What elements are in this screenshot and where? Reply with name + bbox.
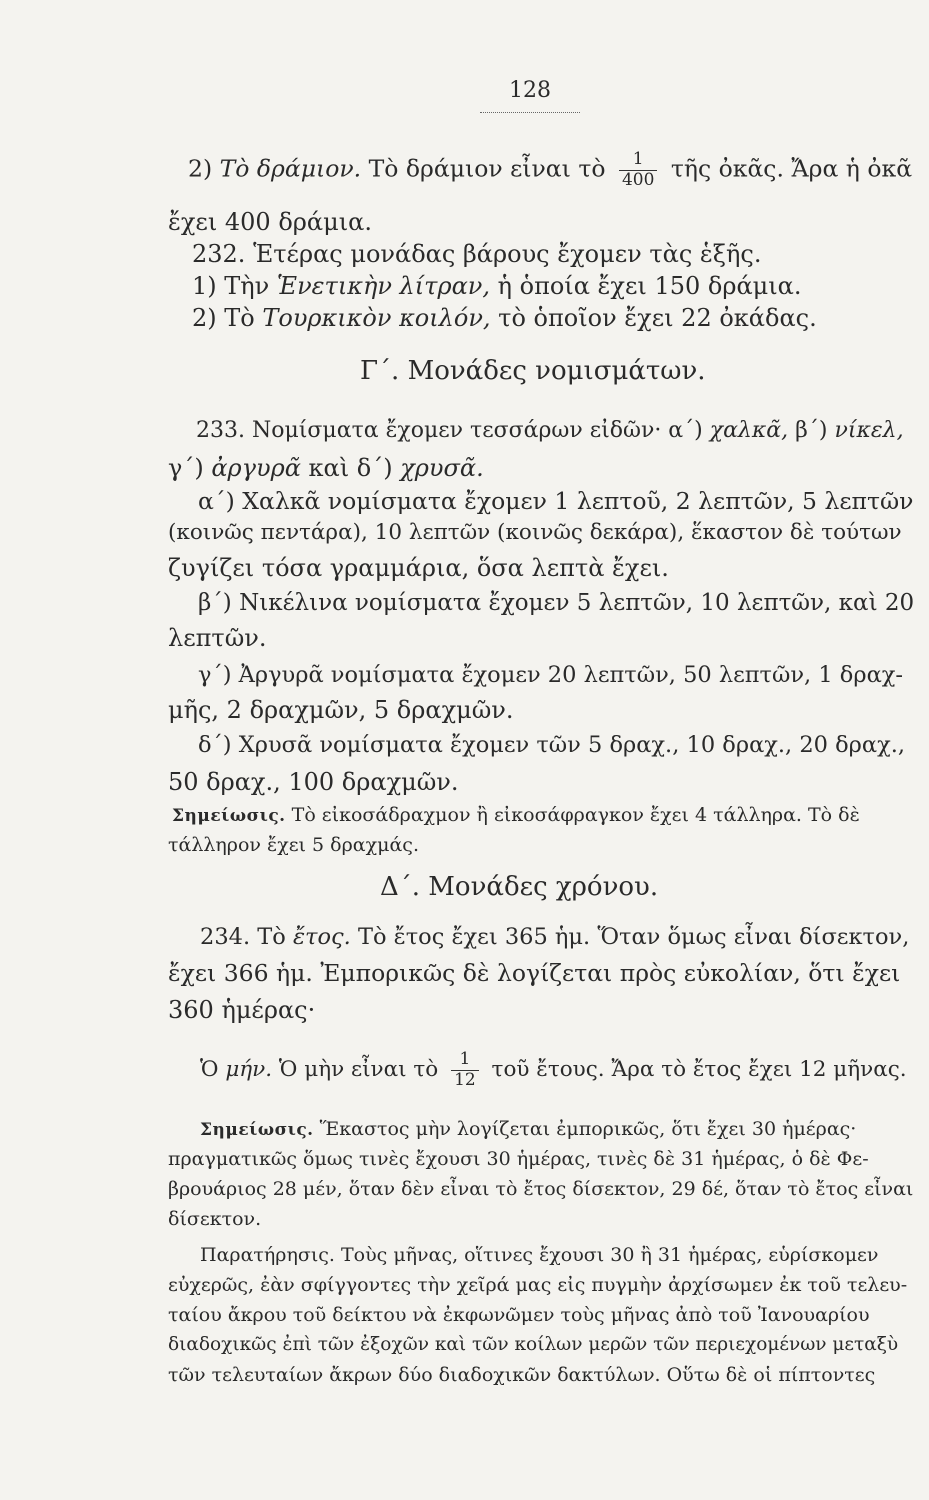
text-line: γ΄) ἀργυρᾶ καὶ δ΄) χρυσᾶ.	[168, 454, 484, 482]
text-line: β΄) Νικέλινα νομίσματα ἔχομεν 5 λεπτῶν, 10 λεπτῶν, καὶ 20	[198, 590, 915, 616]
note-line: τάλληρον ἔχει 5 δραχμάς.	[168, 834, 419, 856]
note-line: ταίου ἄκρου τοῦ δείκτου νὰ ἐκφωνῶμεν τοὺς μῆνας ἀπὸ τοῦ Ἰανουαρίου	[168, 1304, 870, 1326]
note-line: Σημείωσις. Ἕκαστος μὴν λογίζεται ἐμπορικῶς, ὅτι ἔχει 30 ἡμέρας·	[200, 1118, 857, 1140]
note-line: εὐχερῶς, ἐὰν σφίγγοντες τὴν χεῖρά μας εἰς πυγμὴν ἀρχίσωμεν ἐκ τοῦ τελευ-	[168, 1274, 908, 1296]
section-heading: Δ΄. Μονάδες χρόνου.	[380, 872, 659, 902]
note-line: Σημείωσις. Τὸ εἰκοσάδραχμον ἢ εἰκοσάφραγκον ἔχει 4 τάλληρα. Τὸ δὲ	[172, 804, 860, 826]
note-line: Παρατήρησις. Τοὺς μῆνας, οἵτινες ἔχουσι 30 ἢ 31 ἡμέρας, εὑρίσκομεν	[200, 1244, 879, 1266]
page-number-rule	[480, 112, 580, 113]
text-line: ζυγίζει τόσα γραμμάρια, ὅσα λεπτὰ ἔχει.	[168, 554, 669, 582]
note-line: βρουάριος 28 μέν, ὅταν δὲν εἶναι τὸ ἔτος δίσεκτον, 29 δέ, ὅταν τὸ ἔτος εἶναι	[168, 1178, 914, 1200]
text-line: 360 ἡμέρας·	[168, 996, 316, 1024]
text-line: 2) Τὸ δράμιον. Τὸ δράμιον εἶναι τὸ $\frac{1}{400}$ τῆς ὀκᾶς. Ἄρα ἡ ὀκᾶ	[188, 149, 913, 190]
text-line: γ΄) Ἀργυρᾶ νομίσματα ἔχομεν 20 λεπτῶν, 50 λεπτῶν, 1 δραχ-	[198, 662, 904, 688]
page-number: 128	[509, 78, 551, 103]
text-line: ἔχει 366 ἡμ. Ἐμπορικῶς δὲ λογίζεται πρὸς εὐκολίαν, ὅτι ἔχει	[168, 959, 901, 987]
fraction: $\frac{1}{400}$	[619, 150, 657, 190]
note-line: πραγματικῶς ὅμως τινὲς ἔχουσι 30 ἡμέρας, τινὲς δὲ 31 ἡμέρας, ὁ δὲ Φε-	[168, 1148, 869, 1170]
text-line: 232. Ἑτέρας μονάδας βάρους ἔχομεν τὰς ἑξῆς.	[192, 240, 762, 268]
note-line: διαδοχικῶς ἐπὶ τῶν ἐξοχῶν καὶ τῶν κοίλων μερῶν τῶν περιεχομένων μεταξὺ	[168, 1334, 899, 1355]
text-line: Ὁ μήν. Ὁ μὴν εἶναι τὸ $\frac{1}{12}$ τοῦ ἔτους. Ἄρα τὸ ἔτος ἔχει 12 μῆνας.	[200, 1049, 907, 1090]
text-line: ἔχει 400 δράμια.	[168, 208, 372, 236]
text-line: 233. Νομίσματα ἔχομεν τεσσάρων εἰδῶν· α΄) χαλκᾶ, β΄) νίκελ,	[196, 418, 904, 443]
note-line: τῶν τελευταίων ἄκρων δύο διαδοχικῶν δακτύλων. Οὕτω δὲ οἱ πίπτοντες	[168, 1364, 876, 1386]
text-line: 234. Τὸ ἔτος. Τὸ ἔτος ἔχει 365 ἡμ. Ὅταν ὅμως εἶναι δίσεκτον,	[200, 924, 910, 950]
text-line: (κοινῶς πεντάρα), 10 λεπτῶν (κοινῶς δεκάρα), ἕκαστον δὲ τούτων	[168, 520, 902, 545]
fraction: $\frac{1}{12}$	[451, 1050, 479, 1090]
text-line: α΄) Χαλκᾶ νομίσματα ἔχομεν 1 λεπτοῦ, 2 λεπτῶν, 5 λεπτῶν	[198, 487, 914, 515]
text-line: δ΄) Χρυσᾶ νομίσματα ἔχομεν τῶν 5 δραχ., 10 δραχ., 20 δραχ.,	[198, 732, 906, 758]
text-line: λεπτῶν.	[168, 624, 267, 652]
text-line: 50 δραχ., 100 δραχμῶν.	[168, 768, 459, 796]
text-line: 2) Τὸ Τουρκικὸν κοιλόν, τὸ ὁποῖον ἔχει 22 ὀκάδας.	[192, 304, 817, 332]
text-line: 1) Τὴν Ἑνετικὴν λίτραν, ἡ ὁποία ἔχει 150 δράμια.	[192, 272, 802, 300]
section-heading: Γ΄. Μονάδες νομισμάτων.	[360, 356, 706, 386]
text-line: μῆς, 2 δραχμῶν, 5 δραχμῶν.	[168, 696, 514, 724]
note-line: δίσεκτον.	[168, 1208, 262, 1230]
